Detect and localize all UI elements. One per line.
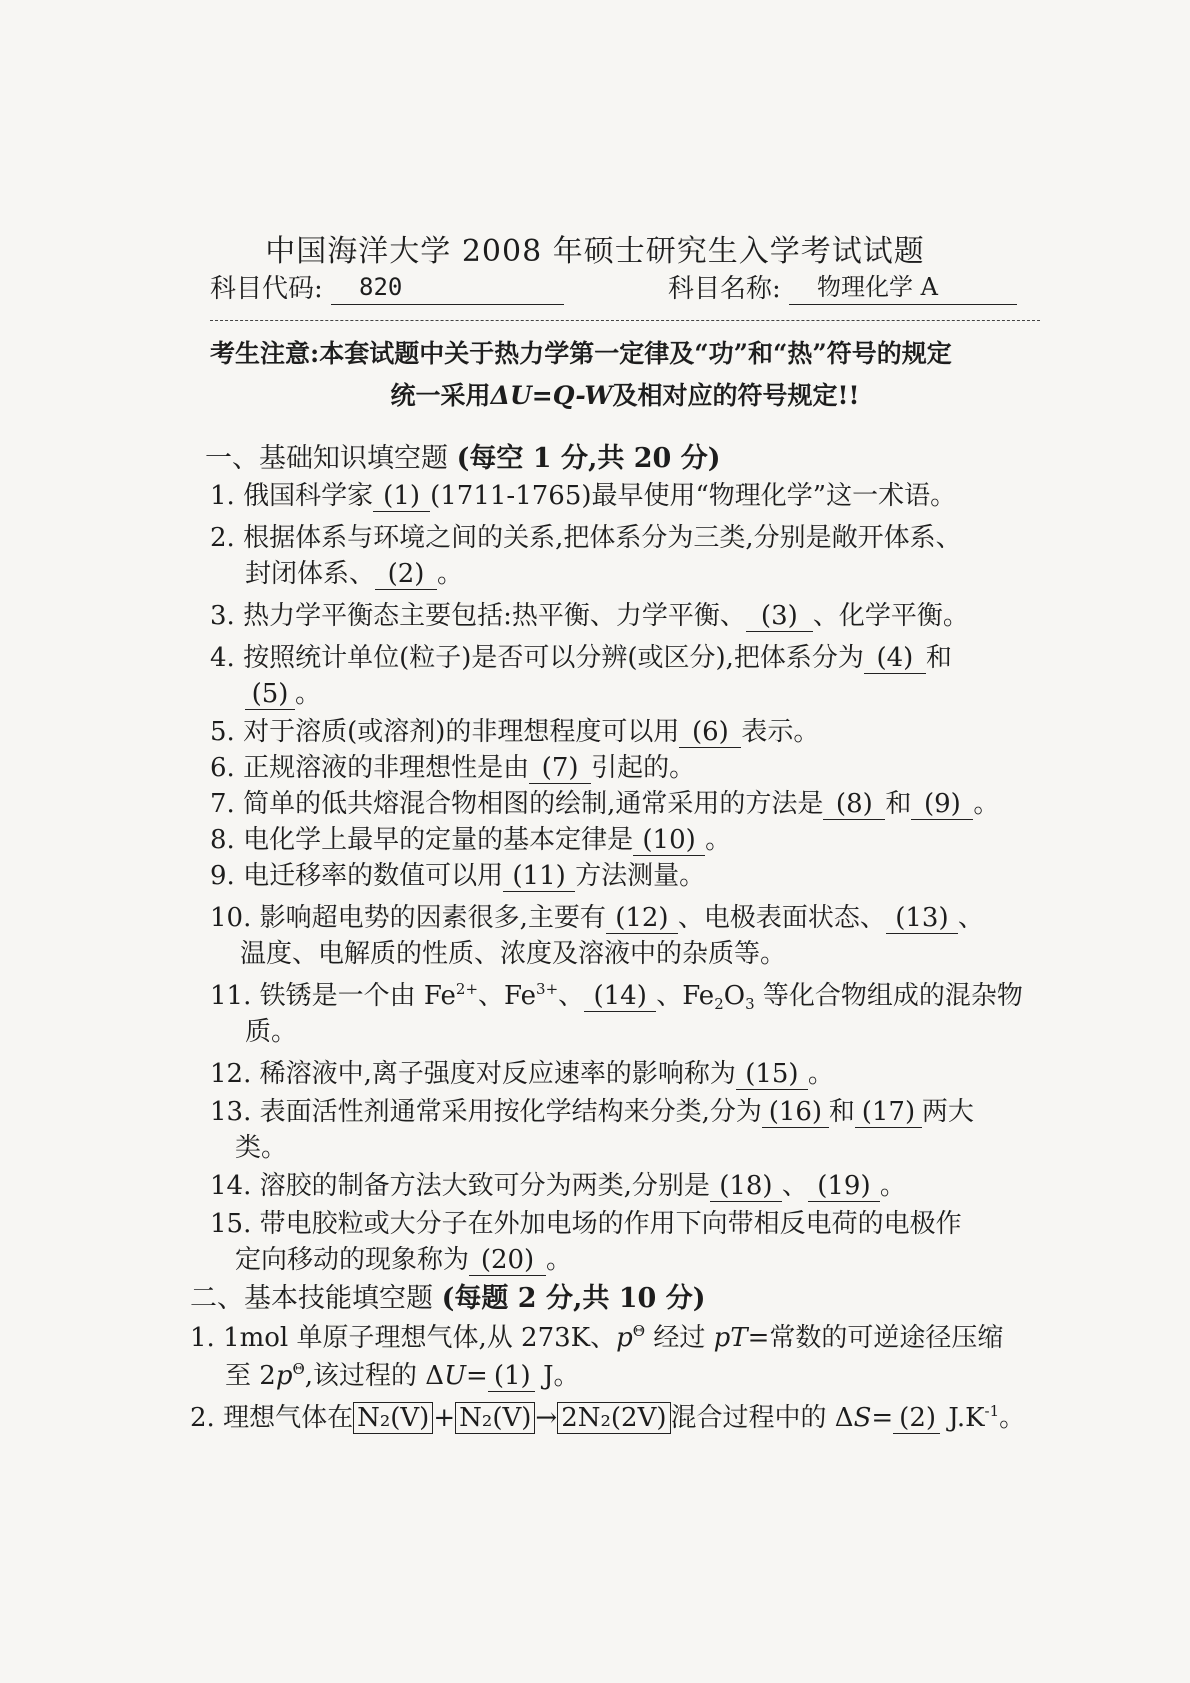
q-text: 、Fe (478, 981, 537, 1011)
q-text: = (466, 1361, 488, 1391)
question-1-3 (210, 598, 969, 634)
superscript: Θ (632, 1322, 646, 1340)
q-text: 和 (828, 1097, 855, 1127)
q-num: 14. (210, 1171, 252, 1201)
question-1-6 (210, 750, 695, 786)
q-num: 4. (210, 643, 235, 673)
q-text: 电化学上最早的定量的基本定律是 (243, 825, 634, 855)
q-text: 。 (546, 1245, 573, 1275)
q-text: 热力学平衡态主要包括:热平衡、力学平衡、 (243, 601, 746, 631)
answer-blank[interactable]: (17) (855, 1097, 922, 1128)
arrow-icon: → (535, 1403, 558, 1433)
question-1-5 (210, 714, 819, 750)
answer-blank[interactable]: (15) (736, 1059, 808, 1090)
q-num: 8. (210, 825, 235, 855)
subject-name-label: 科目名称: (668, 274, 781, 304)
q-num: 5. (210, 717, 235, 747)
answer-blank[interactable]: (13) (886, 903, 958, 934)
answer-blank[interactable]: (11) (503, 861, 575, 892)
subscript: 3 (745, 995, 755, 1013)
q-text: =常数的可逆途径压缩 (747, 1323, 1004, 1353)
q-num: 15. (210, 1209, 252, 1239)
q-text: 带电胶粒或大分子在外加电场的作用下向带相反电荷的电极作 (259, 1209, 962, 1239)
q-text: 。 (999, 1403, 1026, 1433)
subject-code-row (210, 268, 564, 308)
section-score: (每题 2 分,共 10 分) (441, 1283, 706, 1314)
q-text: 。 (705, 825, 732, 855)
gas-state-box: N₂(V) (353, 1402, 433, 1434)
gas-state-box: N₂(V) (455, 1402, 535, 1434)
notice-text: 统一采用 (390, 381, 491, 410)
divider (210, 320, 1040, 321)
answer-blank[interactable]: (14) (584, 981, 656, 1012)
q-text: 两大 (921, 1097, 974, 1127)
q-text: 等化合物组成的混杂物 (754, 981, 1023, 1011)
question-1-2 (210, 520, 962, 556)
answer-blank[interactable]: (18) (710, 1171, 782, 1202)
subscript: 2 (714, 995, 724, 1013)
gas-state-box: 2N₂(2V) (557, 1402, 670, 1434)
q-text: 正规溶液的非理想性是由 (243, 753, 530, 783)
q-num: 12. (210, 1059, 252, 1089)
q-text: 稀溶液中,离子强度对反应速率的影响称为 (259, 1059, 736, 1089)
question-1-15 (210, 1206, 962, 1242)
q-text: 表示。 (741, 717, 820, 747)
q-text: ,该过程的 Δ (304, 1361, 445, 1391)
q-text: (1711-1765)最早使用“物理化学”这一术语。 (430, 481, 957, 511)
question-2-1-cont (225, 1358, 580, 1394)
q-num: 13. (210, 1097, 252, 1127)
answer-blank[interactable]: (7) (529, 753, 591, 784)
question-1-10 (210, 900, 984, 936)
q-num: 9. (210, 861, 235, 891)
section-title: 二、基本技能填空题 (190, 1283, 433, 1314)
question-1-10-cont (240, 936, 786, 972)
superscript: 2+ (455, 980, 479, 998)
answer-blank[interactable]: (8) (823, 789, 885, 820)
question-1-13-cont (235, 1130, 287, 1166)
question-1-9 (210, 858, 705, 894)
plus-sign: + (433, 1403, 456, 1433)
answer-blank[interactable]: (2) (893, 1403, 940, 1434)
section-score: (每空 1 分,共 20 分) (456, 443, 721, 474)
question-1-1 (210, 478, 956, 514)
q-text: 。 (437, 559, 464, 589)
q-text: 铁锈是一个由 Fe (259, 981, 456, 1011)
q-num: 2. (190, 1403, 215, 1433)
q-text: 对于溶质(或溶剂)的非理想程度可以用 (243, 717, 680, 747)
q-num: 1. (210, 481, 235, 511)
q-num: 2. (210, 523, 235, 553)
answer-blank[interactable]: (19) (808, 1171, 880, 1202)
answer-blank[interactable]: (12) (606, 903, 678, 934)
q-num: 1. (190, 1323, 215, 1353)
answer-blank[interactable]: (2) (375, 559, 437, 590)
notice-line-2 (210, 375, 1040, 417)
q-num: 6. (210, 753, 235, 783)
q-text: J.K (940, 1403, 985, 1433)
q-text: 。 (879, 1171, 906, 1201)
question-1-15-cont (235, 1242, 572, 1278)
var-S: S (853, 1403, 872, 1433)
section-title: 一、基础知识填空题 (205, 443, 448, 474)
question-1-2-cont (245, 556, 463, 592)
q-text: 、化学平衡。 (812, 601, 969, 631)
answer-blank[interactable]: (1) (373, 481, 430, 512)
q-text: = (871, 1403, 894, 1433)
q-text: 、 (558, 981, 585, 1011)
answer-blank[interactable]: (16) (762, 1097, 829, 1128)
subject-code-label: 科目代码: (210, 274, 323, 304)
q-text: 。 (295, 679, 322, 709)
q-text: 影响超电势的因素很多,主要有 (259, 903, 606, 933)
question-1-12 (210, 1056, 834, 1092)
q-text: 1mol 单原子理想气体,从 273K、 (223, 1323, 617, 1353)
q-text: 质。 (245, 1017, 298, 1047)
q-text: 按照统计单位(粒子)是否可以分辨(或区分),把体系分为 (243, 643, 864, 673)
subject-name-row (668, 268, 1017, 308)
q-text: 简单的低共熔混合物相图的绘制,通常采用的方法是 (243, 789, 824, 819)
section-1-heading (205, 440, 721, 478)
answer-blank[interactable]: (4) (864, 643, 926, 674)
q-text: 引起的。 (591, 753, 696, 783)
question-1-8 (210, 822, 731, 858)
superscript: -1 (984, 1402, 1000, 1420)
question-1-4 (210, 640, 952, 676)
answer-blank[interactable]: (6) (679, 717, 741, 748)
subject-code-value: 820 (331, 270, 564, 305)
var-U: U (444, 1361, 467, 1391)
question-1-14 (210, 1168, 906, 1204)
q-text: 混合过程中的 Δ (670, 1403, 854, 1433)
notice-line-1: 考生注意:本套试题中关于热力学第一定律及“功”和“热”符号的规定 (210, 339, 952, 368)
question-1-4-cont (245, 676, 321, 712)
var-p: p (275, 1361, 293, 1391)
notice-formula: ΔU=Q-W (490, 381, 613, 410)
q-text: 、Fe (656, 981, 715, 1011)
q-text: 理想气体在 (223, 1403, 354, 1433)
answer-blank[interactable]: (1) (488, 1361, 535, 1392)
q-text: 表面活性剂通常采用按化学结构来分类,分为 (259, 1097, 762, 1127)
q-text: 。 (973, 789, 1000, 819)
q-text: 。 (807, 1059, 834, 1089)
answer-blank[interactable]: (3) (746, 601, 813, 632)
answer-blank[interactable]: (5) (245, 679, 295, 710)
q-text: 和 (885, 789, 912, 819)
q-text: 温度、电解质的性质、浓度及溶液中的杂质等。 (240, 939, 787, 969)
q-text: 类。 (235, 1133, 288, 1163)
q-text: 定向移动的现象称为 (235, 1245, 470, 1275)
superscript: 3+ (536, 980, 559, 998)
q-text: 方法测量。 (575, 861, 706, 891)
question-1-11 (210, 978, 1023, 1014)
var-p: p (616, 1323, 633, 1353)
q-text: O (723, 981, 746, 1011)
question-1-7 (210, 786, 999, 822)
subject-name-value: 物理化学 A (789, 270, 1017, 305)
q-text: 、电极表面状态、 (677, 903, 886, 933)
answer-blank[interactable]: (20) (469, 1245, 546, 1276)
q-text: 俄国科学家 (243, 481, 374, 511)
q-text: 至 2 (225, 1361, 276, 1391)
candidate-notice (210, 333, 1040, 417)
q-num: 7. (210, 789, 235, 819)
q-text: 电迁移率的数值可以用 (243, 861, 504, 891)
q-text: 和 (925, 643, 952, 673)
section-2-heading (190, 1280, 706, 1318)
superscript: Θ (292, 1360, 305, 1378)
q-text: 经过 (645, 1323, 714, 1353)
q-text: 、 (957, 903, 984, 933)
q-num: 3. (210, 601, 235, 631)
answer-blank[interactable]: (10) (633, 825, 705, 856)
q-text: 、 (781, 1171, 808, 1201)
q-text: 根据体系与环境之间的关系,把体系分为三类,分别是敞开体系、 (243, 523, 962, 553)
q-text: J。 (534, 1361, 580, 1391)
question-1-13 (210, 1094, 974, 1130)
q-text: 封闭体系、 (245, 559, 376, 589)
q-num: 10. (210, 903, 252, 933)
question-2-1 (190, 1320, 1003, 1356)
var-pT: pT (713, 1323, 748, 1353)
q-num: 11. (210, 981, 252, 1011)
notice-text-end: 及相对应的符号规定!! (612, 381, 860, 410)
question-2-2 (190, 1400, 1025, 1436)
question-1-11-cont (245, 1014, 297, 1050)
answer-blank[interactable]: (9) (911, 789, 973, 820)
exam-title: 中国海洋大学 2008 年硕士研究生入学考试试题 (265, 234, 925, 269)
q-text: 溶胶的制备方法大致可分为两类,分别是 (259, 1171, 710, 1201)
